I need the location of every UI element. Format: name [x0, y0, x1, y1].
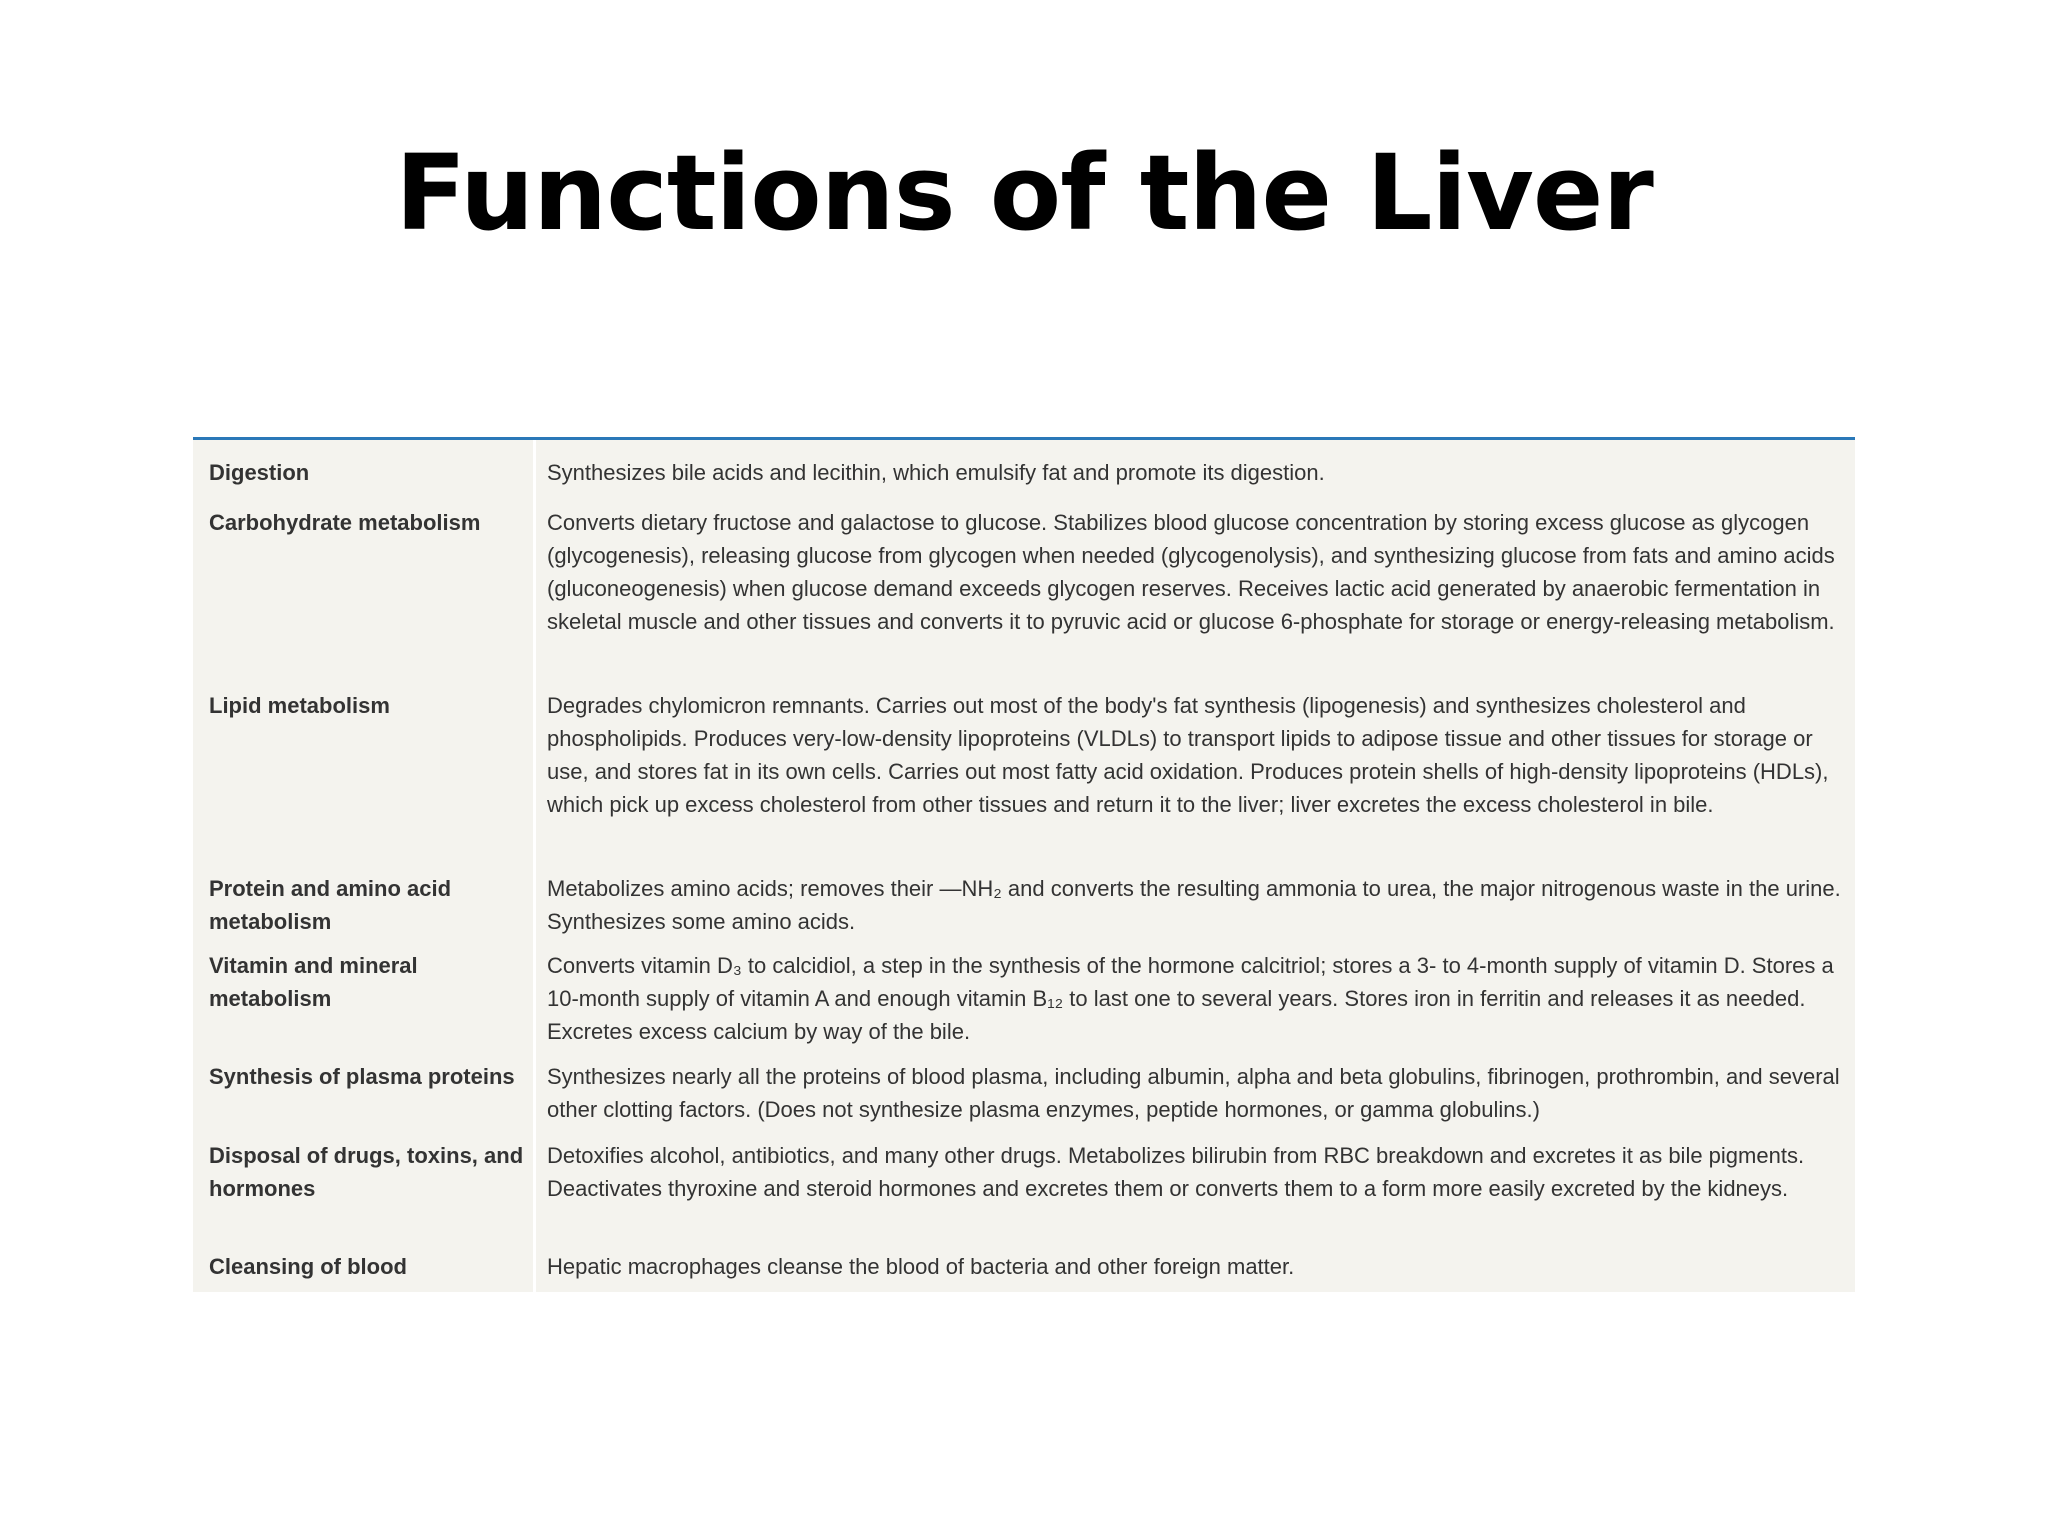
- row-description: Synthesizes nearly all the proteins of blood plasma, including albumin, alpha and beta globulins, fibrinogen, prothrombin, and several other clotting factors. (Does not synthesize plasma enzymes, peptide hormones, or gamma globulins.): [547, 1064, 1840, 1122]
- row-label: Vitamin and mineral metabolism: [209, 953, 418, 1011]
- row-description: Synthesizes bile acids and lecithin, which emulsify fat and promote its digestion.: [547, 460, 1325, 485]
- row-description: Converts vitamin D₃ to calcidiol, a step in the synthesis of the hormone calcitriol; stores a 3- to 4-month supply of vitamin D. Stores a 10-month supply of vitamin A and enough vitamin B₁₂ to last one to several years. Stores iron in ferritin and releases it as needed. Excretes excess calcium by way of the bile.: [547, 953, 1834, 1044]
- slide-title: Functions of the Liver: [395, 132, 1653, 254]
- row-description: Detoxifies alcohol, antibiotics, and many other drugs. Metabolizes bilirubin from RBC breakdown and excretes it as bile pigments. Deactivates thyroxine and steroid hormones and excretes them or converts them to a form more easily excreted by the kidneys.: [547, 1143, 1805, 1201]
- row-description: Converts dietary fructose and galactose to glucose. Stabilizes blood glucose concentration by storing excess glucose as glycogen (glycogenesis), releasing glucose from glycogen when needed (glycogenolysis), and synthesizing glucose from fats and amino acids (gluconeogenesis) when glucose demand exceeds glycogen reserves. Receives lactic acid generated by anaerobic fermentation in skeletal muscle and other tissues and converts it to pyruvic acid or glucose 6-phosphate for storage or energy-releasing metabolism.: [547, 510, 1835, 634]
- row-label: Synthesis of plasma proteins: [209, 1064, 515, 1089]
- row-label: Protein and amino acid metabolism: [209, 876, 452, 934]
- row-label: Disposal of drugs, toxins, and hormones: [209, 1143, 524, 1201]
- row-label: Cleansing of blood: [209, 1254, 407, 1279]
- row-description: Metabolizes amino acids; removes their —NH₂ and converts the resulting ammonia to urea, the major nitrogenous waste in the urine. Synthesizes some amino acids.: [547, 876, 1841, 934]
- column-divider: [533, 440, 536, 1292]
- row-label: Carbohydrate metabolism: [209, 510, 481, 535]
- row-label: Digestion: [209, 460, 310, 485]
- row-description: Degrades chylomicron remnants. Carries out most of the body's fat synthesis (lipogenesis) and synthesizes cholesterol and phospholipids. Produces very-low-density lipoproteins (VLDLs) to transport lipids to adipose tissue and other tissues for storage or use, and stores fat in its own cells. Carries out most fatty acid oxidation. Produces protein shells of high-density lipoproteins (HDLs), which pick up excess cholesterol from other tissues and return it to the liver; liver excretes the excess cholesterol in bile.: [547, 693, 1829, 817]
- liver-functions-table: [193, 437, 1855, 1292]
- row-label: Lipid metabolism: [209, 693, 390, 718]
- row-description: Hepatic macrophages cleanse the blood of bacteria and other foreign matter.: [547, 1254, 1295, 1279]
